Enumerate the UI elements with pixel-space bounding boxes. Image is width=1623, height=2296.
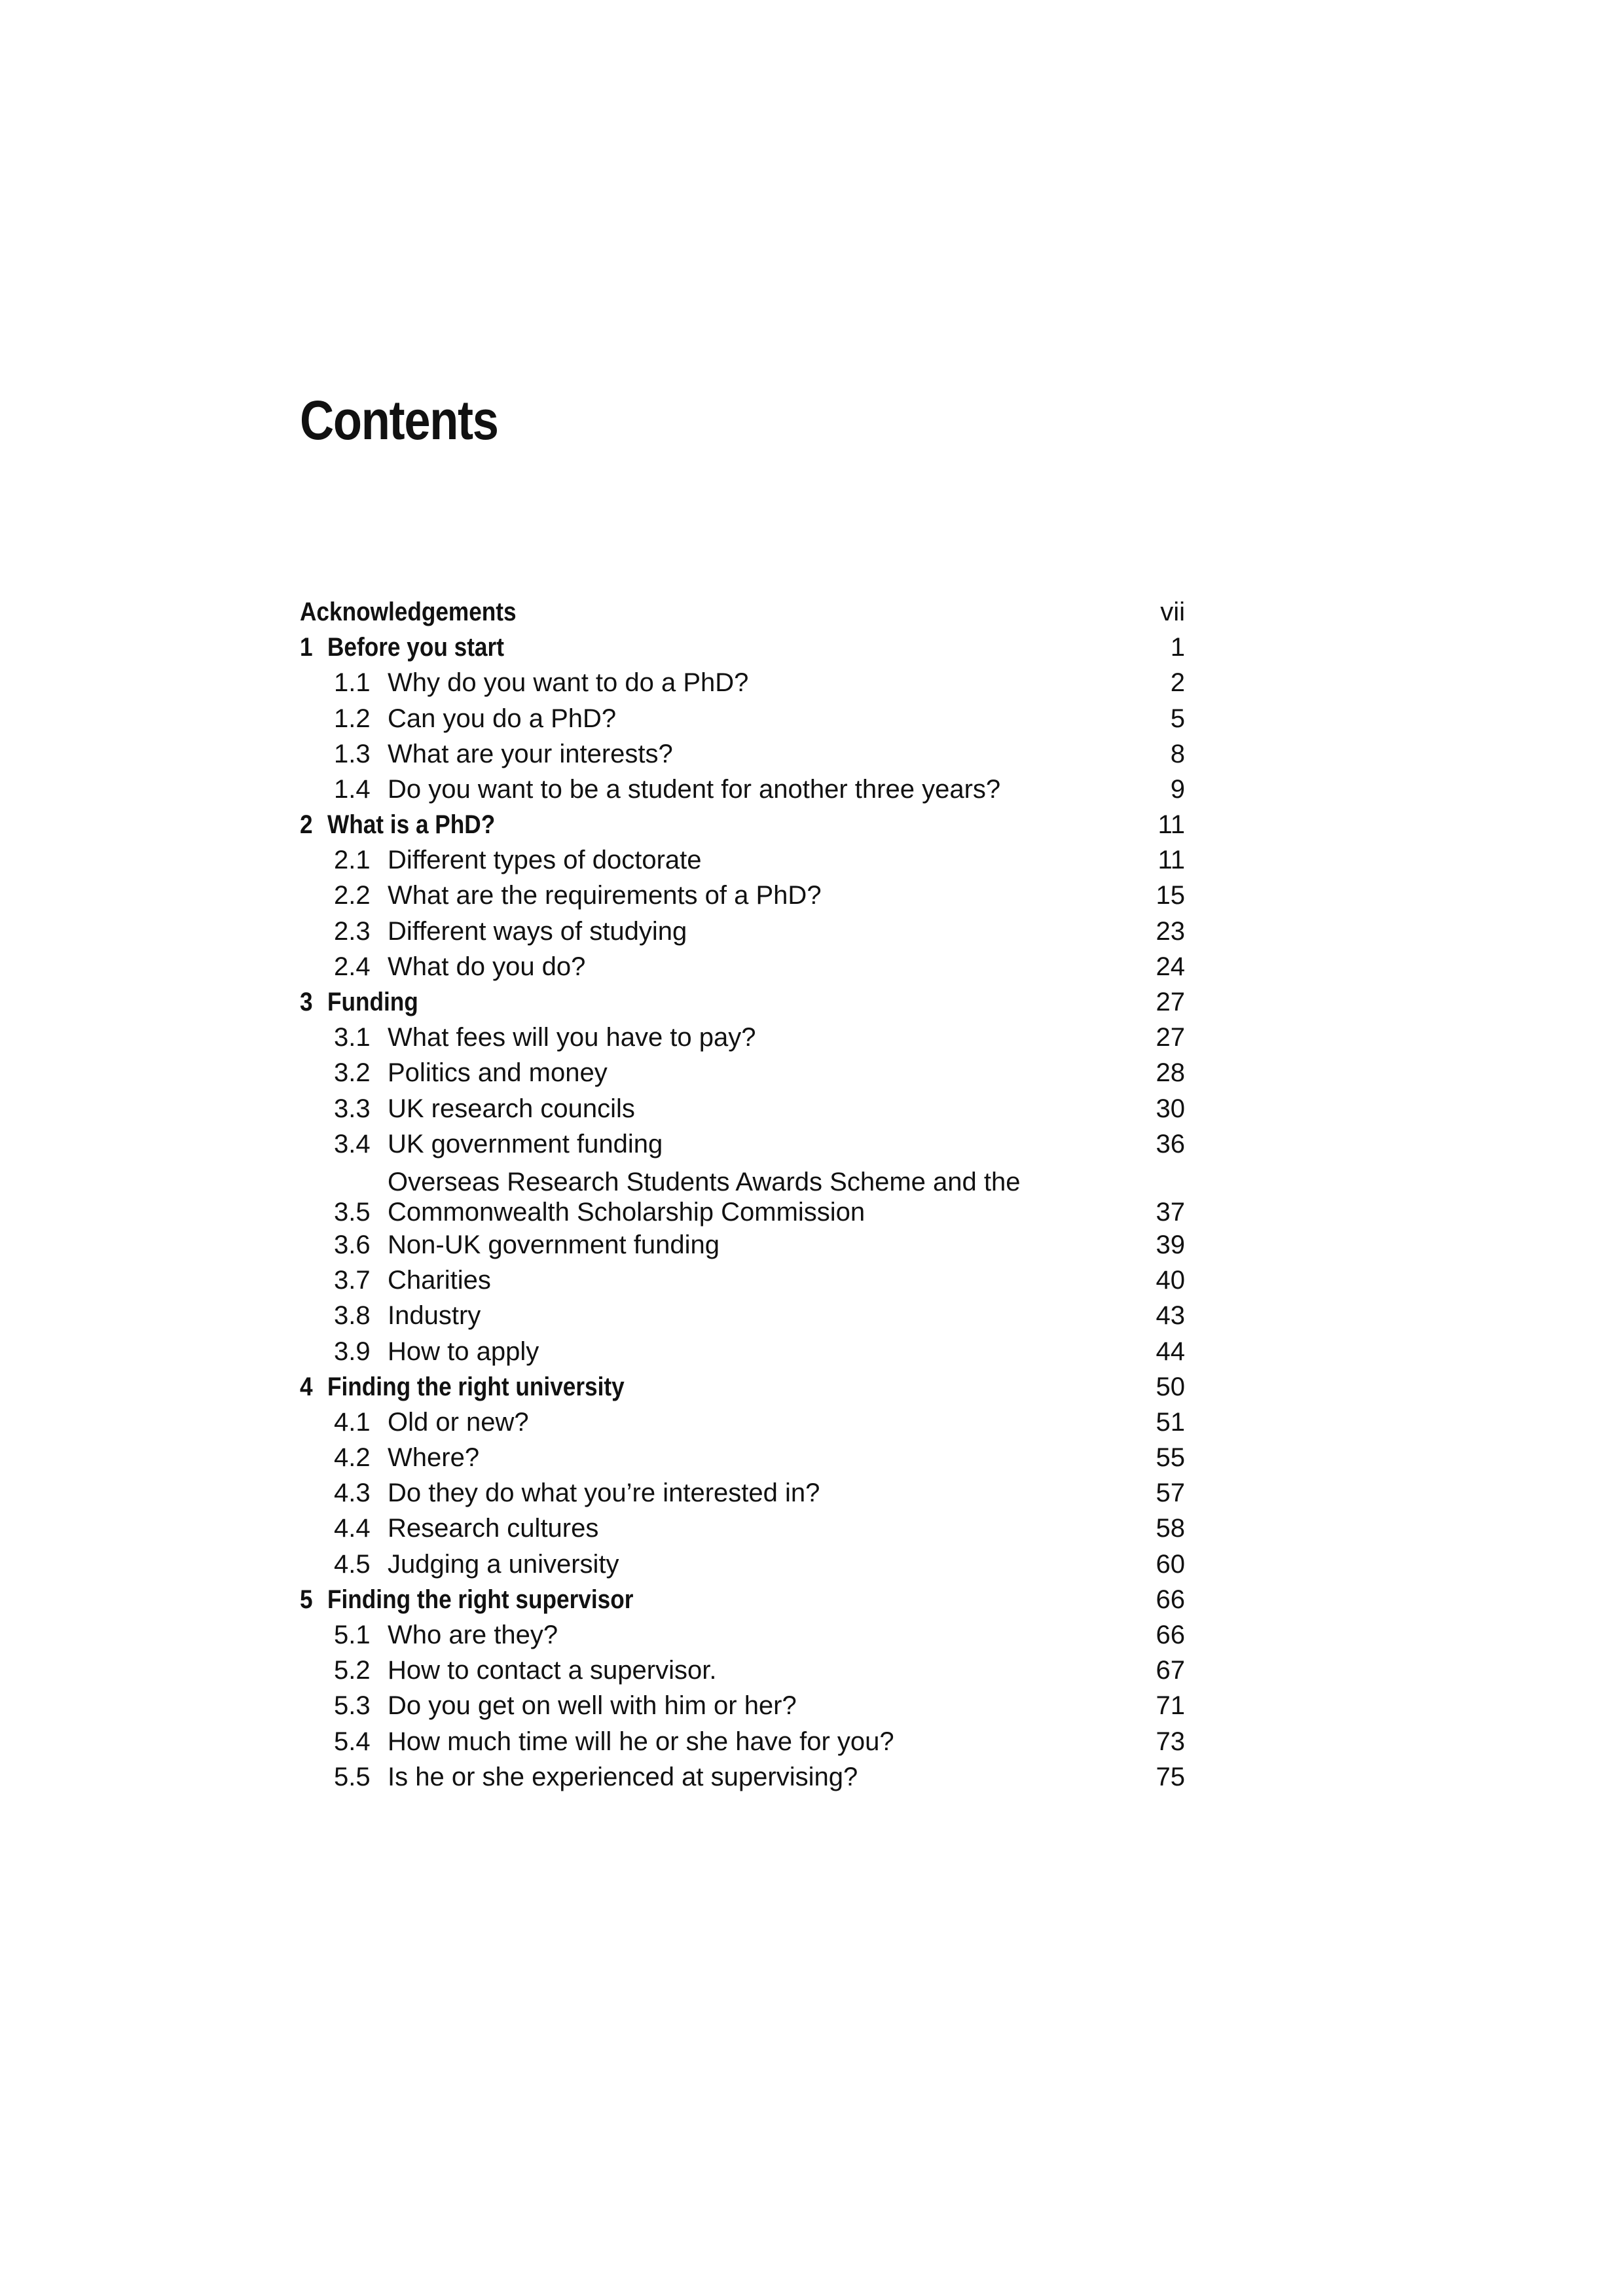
toc-chapter-entry — [300, 1369, 1185, 1405]
toc-entry-page-number: 36 — [1156, 1129, 1185, 1158]
toc-entry-number: 1.2 — [334, 704, 371, 733]
toc-entry-number: 2 — [300, 810, 313, 840]
toc-entry-number: 4.2 — [334, 1443, 371, 1473]
toc-entry-page-number: 57 — [1156, 1479, 1185, 1508]
toc-entry-title: How to contact a supervisor. — [388, 1656, 717, 1685]
toc-section-entry — [300, 1724, 1185, 1759]
toc-entry-title: Finding the right university — [327, 1372, 625, 1401]
toc-entry-title: Old or new? — [388, 1407, 529, 1437]
toc-entry-number: 4.1 — [334, 1407, 371, 1437]
toc-entry-number: 5.3 — [334, 1691, 371, 1721]
toc-entry-page-number: 2 — [1170, 668, 1185, 698]
toc-entry-number: 3 — [300, 988, 313, 1017]
toc-entry-number: 5.4 — [334, 1727, 371, 1756]
toc-section-entry — [300, 1688, 1185, 1723]
toc-entry-page-number: 51 — [1156, 1407, 1185, 1437]
toc-entry-number: 3.7 — [334, 1266, 371, 1295]
toc-entry-number: 2.2 — [334, 881, 371, 910]
toc-section-entry — [300, 1227, 1185, 1263]
toc-entry-title: Non-UK government funding — [388, 1230, 720, 1259]
toc-section-entry — [300, 878, 1185, 914]
toc-section-entry — [300, 1759, 1185, 1795]
toc-entry-title-line: Overseas Research Students Awards Scheme and the — [388, 1168, 1021, 1196]
toc-chapter-entry — [300, 1582, 1185, 1617]
toc-entry-page-number: 11 — [1158, 846, 1185, 875]
toc-entry-page-number: 27 — [1156, 988, 1185, 1017]
toc-entry-number: 1.1 — [334, 668, 371, 698]
toc-entry-page-number: 27 — [1156, 1023, 1185, 1052]
toc-section-entry — [300, 1617, 1185, 1653]
toc-entry-number: 4.3 — [334, 1479, 371, 1508]
toc-entry-page-number: 50 — [1156, 1372, 1185, 1401]
toc-entry-page-number: 39 — [1156, 1230, 1185, 1259]
toc-entry-page-number: 9 — [1170, 774, 1185, 804]
toc-section-entry — [300, 1440, 1185, 1475]
toc-section-entry — [300, 701, 1185, 736]
toc-entry-number: 5.5 — [334, 1762, 371, 1791]
toc-section-entry — [300, 1334, 1185, 1369]
toc-entry-title: Acknowledgements — [300, 597, 517, 626]
toc-entry-title: Judging a university — [388, 1549, 619, 1579]
toc-entry-page-number: 11 — [1158, 810, 1185, 840]
toc-section-entry — [300, 1405, 1185, 1440]
toc-entry-title: Finding the right supervisor — [327, 1585, 634, 1614]
toc-entry-page-number: 30 — [1156, 1094, 1185, 1123]
toc-entry-page-number: 60 — [1156, 1549, 1185, 1579]
toc-entry-title: What do you do? — [388, 952, 586, 981]
toc-section-entry — [300, 1055, 1185, 1090]
toc-entry-title: Why do you want to do a PhD? — [388, 668, 749, 698]
toc-entry-title: Do you get on well with him or her? — [388, 1691, 797, 1721]
toc-entry-page-number: 28 — [1156, 1058, 1185, 1088]
toc-entry-number: 3.3 — [334, 1094, 371, 1123]
toc-entry-number: 5.2 — [334, 1656, 371, 1685]
toc-entry-title: How much time will he or she have for you? — [388, 1727, 894, 1756]
toc-entry-number: 5.1 — [334, 1621, 371, 1650]
toc-entry-page-number: 8 — [1170, 739, 1185, 768]
toc-entry-page-number: 58 — [1156, 1514, 1185, 1543]
toc-entry-title: Before you start — [327, 633, 504, 662]
toc-entry-title: Is he or she experienced at supervising? — [388, 1762, 858, 1791]
toc-entry-number: 2.4 — [334, 952, 371, 981]
toc-section-entry — [300, 665, 1185, 700]
toc-entry-number: 3.6 — [334, 1230, 371, 1259]
toc-section-entry — [300, 772, 1185, 807]
toc-section-entry — [300, 1511, 1185, 1547]
toc-entry-number: 1.4 — [334, 774, 371, 804]
toc-section-entry — [300, 736, 1185, 772]
toc-entry-title: Politics and money — [388, 1058, 608, 1088]
toc-entry-page-number: 66 — [1156, 1621, 1185, 1650]
toc-entry-page-number: 43 — [1156, 1301, 1185, 1331]
toc-entry-page-number: 1 — [1170, 633, 1185, 662]
toc-entry-page-number: 37 — [1156, 1198, 1185, 1227]
toc-entry-title: Who are they? — [388, 1621, 558, 1650]
toc-entry-number: 4.5 — [334, 1549, 371, 1579]
toc-entry-title: What are your interests? — [388, 739, 673, 768]
toc-section-entry — [300, 1298, 1185, 1333]
toc-entry-number: 3.4 — [334, 1129, 371, 1158]
toc-entry-title: Do you want to be a student for another three years? — [388, 774, 1001, 804]
toc-entry-page-number: 23 — [1156, 916, 1185, 946]
toc-entry-title: Different types of doctorate — [388, 846, 702, 875]
toc-entry-title: Industry — [388, 1301, 481, 1331]
toc-entry-number: 1.3 — [334, 739, 371, 768]
toc-entry-page-number: 75 — [1156, 1762, 1185, 1791]
toc-entry-page-number: 55 — [1156, 1443, 1185, 1473]
toc-entry-number: 3.9 — [334, 1336, 371, 1366]
toc-entry-page-number: 15 — [1156, 881, 1185, 910]
toc-entry-number: 2.3 — [334, 916, 371, 946]
toc-entry-number: 3.2 — [334, 1058, 371, 1088]
toc-entry-number: 5 — [300, 1585, 313, 1614]
toc-section-entry — [300, 1653, 1185, 1688]
toc-entry-page-number: vii — [1160, 597, 1185, 626]
toc-entry-page-number: 40 — [1156, 1266, 1185, 1295]
toc-entry-page-number: 5 — [1170, 704, 1185, 733]
toc-entry-title: What are the requirements of a PhD? — [388, 881, 822, 910]
toc-entry-number: 4 — [300, 1372, 313, 1401]
page-title: Contents — [300, 389, 498, 451]
toc-entry-title: What fees will you have to pay? — [388, 1023, 756, 1052]
toc-entry-number: 2.1 — [334, 846, 371, 875]
toc-entry-title: Can you do a PhD? — [388, 704, 617, 733]
toc-section-entry — [300, 1126, 1185, 1162]
toc-entry-title: Different ways of studying — [388, 916, 687, 946]
toc-entry-number: 1 — [300, 633, 313, 662]
toc-entry-title — [388, 1167, 1113, 1227]
toc-chapter-entry — [300, 807, 1185, 842]
table-of-contents — [300, 594, 1185, 1795]
toc-section-entry — [300, 1020, 1185, 1055]
toc-entry-page-number: 67 — [1156, 1656, 1185, 1685]
toc-entry-title: UK government funding — [388, 1129, 663, 1158]
toc-section-entry — [300, 842, 1185, 878]
toc-entry-number: 3.1 — [334, 1023, 371, 1052]
toc-entry-page-number: 71 — [1156, 1691, 1185, 1721]
toc-entry-title: UK research councils — [388, 1094, 635, 1123]
toc-entry-page-number: 73 — [1156, 1727, 1185, 1756]
toc-section-entry — [300, 1475, 1185, 1511]
toc-section-entry — [300, 1091, 1185, 1126]
toc-chapter-entry — [300, 630, 1185, 665]
toc-entry-title: Do they do what you’re interested in? — [388, 1479, 820, 1508]
toc-entry-number: 4.4 — [334, 1514, 371, 1543]
toc-section-entry — [300, 949, 1185, 984]
toc-entry-title-line: Commonwealth Scholarship Commission — [388, 1198, 866, 1227]
toc-entry-title: Funding — [327, 988, 418, 1017]
toc-entry-title: How to apply — [388, 1336, 539, 1366]
toc-entry-title: Research cultures — [388, 1514, 599, 1543]
toc-section-entry — [300, 1263, 1185, 1298]
toc-section-entry — [300, 1547, 1185, 1582]
toc-section-entry — [300, 914, 1185, 949]
toc-entry-number: 3.8 — [334, 1301, 371, 1331]
toc-entry-page-number: 66 — [1156, 1585, 1185, 1614]
toc-entry-page-number: 24 — [1156, 952, 1185, 981]
toc-entry-page-number: 44 — [1156, 1336, 1185, 1366]
toc-chapter-entry — [300, 984, 1185, 1020]
toc-entry-number: 3.5 — [334, 1198, 371, 1227]
toc-entry-title: Charities — [388, 1266, 491, 1295]
toc-entry-title: Where? — [388, 1443, 480, 1473]
toc-chapter-entry — [300, 594, 1185, 630]
toc-entry-title: What is a PhD? — [327, 810, 496, 840]
toc-section-entry — [300, 1162, 1185, 1227]
